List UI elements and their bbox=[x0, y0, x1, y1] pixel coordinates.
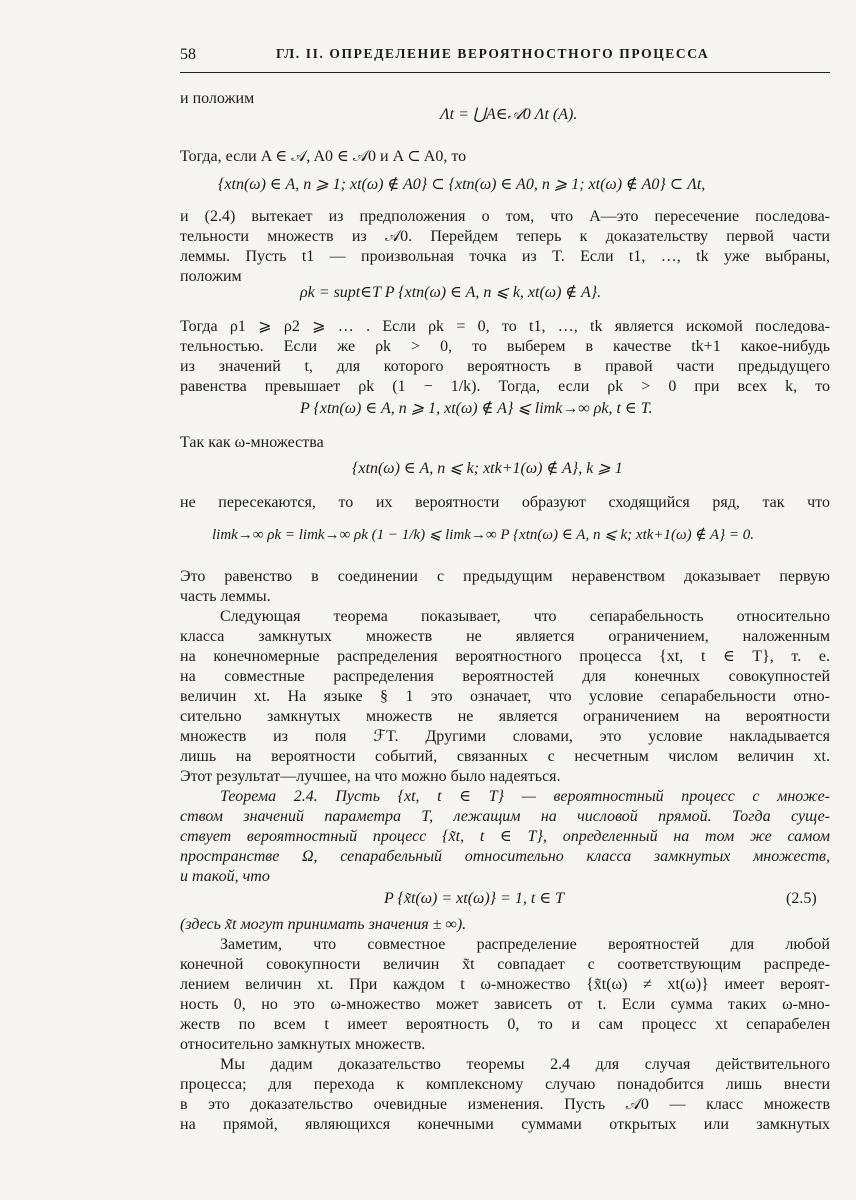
text-line: и положим bbox=[180, 90, 255, 107]
text-line: Следующая теорема показывает, что сепарабельность относительно bbox=[220, 608, 830, 625]
page-header bbox=[180, 42, 830, 73]
text-line: на совместные распределения вероятностей для конечных совокупностей bbox=[180, 668, 830, 685]
text-line: в это доказательство очевидные изменения. Пусть 𝒜0 — класс множеств bbox=[180, 1096, 830, 1113]
text-line: лением величин xt. При каждом t ω-множество {x̃t(ω) ≠ xt(ω)} имеет вероят- bbox=[180, 976, 830, 993]
theorem-line: ствует вероятностный процесс {x̃t, t ∈ T}, определенный на том же самом bbox=[180, 828, 830, 845]
equation-number: (2.5) bbox=[786, 890, 817, 907]
theorem-line: и такой, что bbox=[180, 868, 270, 885]
text-line: Мы дадим доказательство теоремы 2.4 для случая действительного bbox=[220, 1056, 830, 1073]
text-line: Так как ω-множества bbox=[180, 434, 324, 451]
running-title: ГЛ. II. ОПРЕДЕЛЕНИЕ ВЕРОЯТНОСТНОГО ПРОЦЕССА bbox=[276, 46, 710, 61]
text-line: на конечномерные распределения вероятностного процесса {xt, t ∈ T}, т. е. bbox=[180, 648, 830, 665]
formula: {xtn(ω) ∈ A, n ⩽ k; xtk+1(ω) ∉ A}, k ⩾ 1 bbox=[352, 460, 623, 477]
text-line: тельности множеств из 𝒜0. Перейдем теперь к доказательству первой части bbox=[180, 228, 830, 245]
text-line: на прямой, являющихся конечными суммами открытых или замкнутых bbox=[180, 1116, 830, 1133]
text-line: величин xt. На языке § 1 это означает, что условие сепарабельности отно- bbox=[180, 688, 830, 705]
text-line: относительно замкнутых множеств. bbox=[180, 1036, 426, 1053]
text-line: ность 0, но это ω-множество может зависеть от t. Если сумма таких ω-мно- bbox=[180, 996, 830, 1013]
text-line: часть леммы. bbox=[180, 588, 271, 605]
text-line: равенства превышает ρk (1 − 1/k). Тогда, если ρk > 0 при всех k, то bbox=[180, 378, 830, 395]
text-line: Этот результат—лучшее, на что можно было надеяться. bbox=[180, 768, 561, 785]
text-line: из значений t, для которого вероятность в правой части предыдущего bbox=[180, 358, 830, 375]
formula: {xtn(ω) ∈ A, n ⩾ 1; xt(ω) ∉ A0} ⊂ {xtn(ω) ∈ A0, n ⩾ 1; xt(ω) ∉ A0} ⊂ Λt, bbox=[218, 176, 706, 193]
text-line: Тогда ρ1 ⩾ ρ2 ⩾ … . Если ρk = 0, то t1, …, tk является искомой последова- bbox=[180, 318, 830, 335]
text-line: леммы. Пусть t1 — произвольная точка из T. Если t1, …, tk уже выбраны, bbox=[180, 248, 830, 265]
text-line: и (2.4) вытекает из предположения о том, что A—это пересечение последова- bbox=[180, 208, 830, 225]
text-line: положим bbox=[180, 268, 242, 285]
formula: P {xtn(ω) ∈ A, n ⩾ 1, xt(ω) ∉ A} ⩽ limk→∞ ρk, t ∈ T. bbox=[300, 400, 653, 417]
theorem-line: Теорема 2.4. Пусть {xt, t ∈ T} — вероятностный процесс с множе- bbox=[220, 788, 830, 805]
theorem-line: пространстве Ω, сепарабельный относительно класса замкнутых множеств, bbox=[180, 848, 830, 865]
text-line: (здесь x̃t могут принимать значения ± ∞). bbox=[180, 916, 467, 933]
text-line: жеств по всем t имеет вероятность 0, то и сам процесс xt сепарабелен bbox=[180, 1016, 830, 1033]
text-line: множеств из поля ℱT. Другими словами, это условие накладывается bbox=[180, 728, 830, 745]
text-line: не пересекаются, то их вероятности образуют сходящийся ряд, так что bbox=[180, 494, 830, 511]
formula: Λt = ⋃A∈𝒜0 Λt (A). bbox=[440, 106, 578, 123]
text-line: процесса; для перехода к комплексному случаю понадобится лишь внести bbox=[180, 1076, 830, 1093]
text-line: Тогда, если A ∈ 𝒜, A0 ∈ 𝒜0 и A ⊂ A0, то bbox=[180, 148, 467, 165]
text-line: сительно замкнутых множеств не является ограничением на вероятности bbox=[180, 708, 830, 725]
text-line: конечной совокупности величин x̃t совпадает с соответствующим распреде- bbox=[180, 956, 830, 973]
page-number: 58 bbox=[180, 46, 196, 63]
text-line: лишь на вероятности событий, связанных с несчетным числом величин xt. bbox=[180, 748, 830, 765]
text-line: тельностью. Если же ρk > 0, то выберем в качестве tk+1 какое-нибудь bbox=[180, 338, 830, 355]
text-line: Заметим, что совместное распределение вероятностей для любой bbox=[220, 936, 830, 953]
text-line: класса замкнутых множеств не является ограничением, наложенным bbox=[180, 628, 830, 645]
theorem-line: ством значений параметра T, лежащим на числовой прямой. Тогда суще- bbox=[180, 808, 830, 825]
text-line: Это равенство в соединении с предыдущим неравенством доказывает первую bbox=[180, 568, 830, 585]
formula: ρk = supt∈T P {xtn(ω) ∈ A, n ⩽ k, xt(ω) ∉ A}. bbox=[300, 284, 602, 301]
formula: P {x̃t(ω) = xt(ω)} = 1, t ∈ T bbox=[384, 890, 565, 907]
formula: limk→∞ ρk = limk→∞ ρk (1 − 1/k) ⩽ limk→∞ P {xtn(ω) ∈ A, n ⩽ k; xtk+1(ω) ∉ A} = 0. bbox=[212, 527, 754, 543]
